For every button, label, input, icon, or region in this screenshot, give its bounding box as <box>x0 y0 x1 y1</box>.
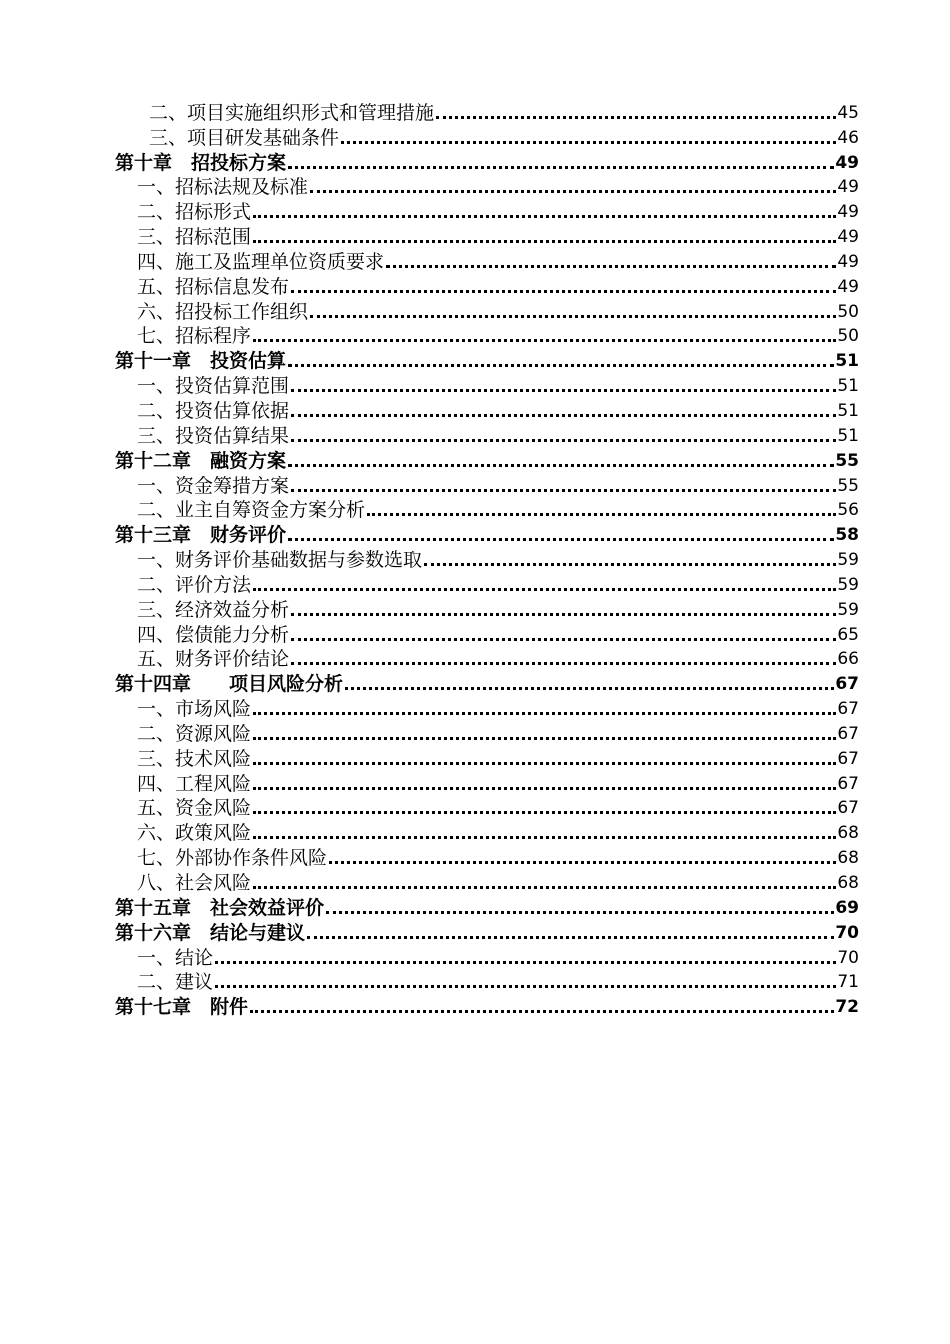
toc-entry[interactable] <box>0 596 950 621</box>
toc-entry[interactable] <box>0 323 950 348</box>
dot-leader <box>291 439 836 442</box>
toc-page-number: 49 <box>837 177 859 198</box>
toc-entry[interactable] <box>0 745 950 770</box>
toc-chapter-entry[interactable] <box>0 670 950 695</box>
toc-page-number: 67 <box>837 699 859 720</box>
toc-entry-label: 六、招投标工作组织 <box>137 300 309 323</box>
toc-chapter-entry[interactable] <box>0 347 950 372</box>
toc-entry[interactable] <box>0 646 950 671</box>
toc-entry-label: 一、招标法规及标准 <box>137 176 309 199</box>
toc-entry-label: 七、外部协作条件风险 <box>137 847 328 870</box>
toc-entry-label: 五、资金风险 <box>137 797 252 820</box>
toc-entry[interactable] <box>0 472 950 497</box>
dot-leader <box>291 414 836 417</box>
toc-entry-label: 三、经济效益分析 <box>137 598 290 621</box>
toc-chapter-entry[interactable] <box>0 521 950 546</box>
toc-entry-label: 六、政策风险 <box>137 822 252 845</box>
toc-entry[interactable] <box>0 621 950 646</box>
toc-page-number: 55 <box>837 475 859 496</box>
dot-leader <box>436 116 836 119</box>
toc-page-number: 50 <box>837 301 859 322</box>
dot-leader <box>253 811 836 814</box>
toc-entry-label: 二、资源风险 <box>137 722 252 745</box>
toc-entry-label: 一、资金筹措方案 <box>137 474 290 497</box>
toc-entry-label: 二、建议 <box>137 971 214 994</box>
dot-leader <box>291 290 836 293</box>
toc-page-number: 49 <box>835 152 859 173</box>
toc-entry-label: 四、工程风险 <box>137 772 252 795</box>
toc-entry[interactable] <box>0 174 950 199</box>
dot-leader <box>329 861 836 864</box>
toc-entry[interactable] <box>0 869 950 894</box>
toc-page-number: 55 <box>835 450 859 471</box>
toc-entry-label: 三、技术风险 <box>137 747 252 770</box>
dot-leader <box>253 787 836 790</box>
toc-entry[interactable] <box>0 969 950 994</box>
toc-chapter-entry[interactable] <box>0 447 950 472</box>
toc-entry[interactable] <box>0 99 950 124</box>
toc-page-number: 68 <box>837 873 859 893</box>
toc-entry[interactable] <box>0 571 950 596</box>
toc-entry-label: 二、项目实施组织形式和管理措施 <box>149 101 435 124</box>
toc-page-number: 72 <box>835 997 859 1018</box>
toc-entry-label: 第十一章 投资估算 <box>115 350 287 373</box>
toc-page-number: 51 <box>835 351 859 372</box>
toc-page-number: 58 <box>835 525 859 546</box>
toc-entry[interactable] <box>0 546 950 571</box>
toc-entry[interactable] <box>0 372 950 397</box>
toc-entry-label: 三、项目研发基础条件 <box>149 126 340 149</box>
dot-leader <box>253 588 836 591</box>
dot-leader <box>253 339 836 342</box>
toc-entry[interactable] <box>0 819 950 844</box>
dot-leader <box>288 464 834 467</box>
dot-leader <box>291 613 836 616</box>
dot-leader <box>215 985 836 988</box>
dot-leader <box>310 315 836 318</box>
toc-entry-label: 四、施工及监理单位资质要求 <box>137 250 385 273</box>
dot-leader <box>386 265 836 268</box>
toc-entry[interactable] <box>0 720 950 745</box>
toc-entry-label: 一、财务评价基础数据与参数选取 <box>137 549 423 572</box>
dot-leader <box>291 389 836 392</box>
toc-entry-label: 三、投资估算结果 <box>137 424 290 447</box>
toc-entry-label: 第十章 招投标方案 <box>115 151 287 174</box>
dot-leader <box>288 166 834 169</box>
toc-page-number: 67 <box>837 723 859 744</box>
toc-page-number: 67 <box>837 773 859 794</box>
dot-leader <box>291 489 836 492</box>
dot-leader <box>250 1010 834 1013</box>
toc-entry-label: 三、招标范围 <box>137 226 252 249</box>
dot-leader <box>253 240 836 243</box>
toc-page-number: 49 <box>837 202 859 223</box>
dot-leader <box>291 638 836 641</box>
toc-chapter-entry[interactable] <box>0 993 950 1018</box>
toc-entry[interactable] <box>0 795 950 820</box>
toc-entry-label: 五、财务评价结论 <box>137 648 290 671</box>
dot-leader <box>341 141 836 144</box>
dot-leader <box>215 961 836 964</box>
dot-leader <box>253 886 836 889</box>
dot-leader <box>291 662 836 665</box>
toc-chapter-entry[interactable] <box>0 149 950 174</box>
dot-leader <box>253 712 836 715</box>
toc-entry[interactable] <box>0 422 950 447</box>
table-of-contents <box>0 99 950 1018</box>
toc-page-number: 67 <box>837 748 859 769</box>
dot-leader <box>367 513 836 516</box>
toc-page-number: 68 <box>837 848 859 869</box>
toc-entry-label: 五、招标信息发布 <box>137 275 290 298</box>
dot-leader <box>307 936 834 939</box>
toc-chapter-entry[interactable] <box>0 919 950 944</box>
toc-page-number: 69 <box>835 897 859 918</box>
toc-entry-label: 第十三章 财务评价 <box>115 524 287 547</box>
toc-entry-label: 第十七章 附件 <box>115 996 249 1019</box>
toc-entry-label: 第十二章 融资方案 <box>115 449 287 472</box>
dot-leader <box>288 538 834 541</box>
toc-entry[interactable] <box>0 695 950 720</box>
dot-leader <box>288 364 834 367</box>
toc-entry[interactable] <box>0 248 950 273</box>
toc-entry[interactable] <box>0 770 950 795</box>
toc-page-number: 51 <box>837 376 859 397</box>
toc-entry-label: 二、投资估算依据 <box>137 399 290 422</box>
toc-entry-label: 二、业主自筹资金方案分析 <box>137 499 366 522</box>
toc-entry[interactable] <box>0 124 950 149</box>
toc-page-number: 65 <box>837 624 859 645</box>
toc-page-number: 51 <box>837 425 859 446</box>
toc-page-number: 46 <box>837 127 859 148</box>
toc-entry-label: 四、偿债能力分析 <box>137 623 290 646</box>
toc-page-number: 67 <box>835 674 859 695</box>
toc-entry-label: 二、评价方法 <box>137 573 252 596</box>
dot-leader <box>424 563 836 566</box>
toc-page-number: 68 <box>837 823 859 844</box>
toc-entry[interactable] <box>0 497 950 522</box>
toc-page-number: 49 <box>837 276 859 297</box>
toc-chapter-entry[interactable] <box>0 894 950 919</box>
toc-page-number: 66 <box>837 649 859 670</box>
toc-entry[interactable] <box>0 273 950 298</box>
toc-page-number: 51 <box>837 400 859 421</box>
toc-page-number: 70 <box>837 947 859 968</box>
toc-page-number: 49 <box>837 251 859 272</box>
toc-entry-label: 八、社会风险 <box>137 872 252 894</box>
toc-entry[interactable] <box>0 298 950 323</box>
toc-entry[interactable] <box>0 944 950 969</box>
toc-page-number: 45 <box>837 102 859 123</box>
toc-page-number: 67 <box>837 798 859 819</box>
toc-entry-label: 第十六章 结论与建议 <box>115 921 306 944</box>
dot-leader <box>253 836 836 839</box>
toc-page-number: 59 <box>837 574 859 595</box>
toc-page-number: 49 <box>837 227 859 248</box>
toc-entry-label: 一、投资估算范围 <box>137 375 290 398</box>
toc-entry-label: 第十五章 社会效益评价 <box>115 896 325 919</box>
toc-page-number: 70 <box>835 922 859 943</box>
toc-entry-label: 第十四章 项目风险分析 <box>115 673 344 696</box>
toc-page-number: 59 <box>837 550 859 571</box>
toc-page-number: 56 <box>837 500 859 521</box>
dot-leader <box>345 687 834 690</box>
dot-leader <box>310 190 836 193</box>
toc-entry-label: 二、招标形式 <box>137 201 252 224</box>
toc-page-number: 50 <box>837 326 859 347</box>
toc-entry[interactable] <box>0 198 950 223</box>
dot-leader <box>326 911 834 914</box>
toc-page-number: 59 <box>837 599 859 620</box>
dot-leader <box>253 215 836 218</box>
toc-entry[interactable] <box>0 844 950 869</box>
dot-leader <box>253 737 836 740</box>
toc-entry-label: 一、结论 <box>137 946 214 969</box>
toc-entry-label: 一、市场风险 <box>137 698 252 721</box>
dot-leader <box>253 762 836 765</box>
toc-page-number: 71 <box>837 972 859 993</box>
toc-entry-label: 七、招标程序 <box>137 325 252 348</box>
toc-entry[interactable] <box>0 397 950 422</box>
toc-entry[interactable] <box>0 223 950 248</box>
